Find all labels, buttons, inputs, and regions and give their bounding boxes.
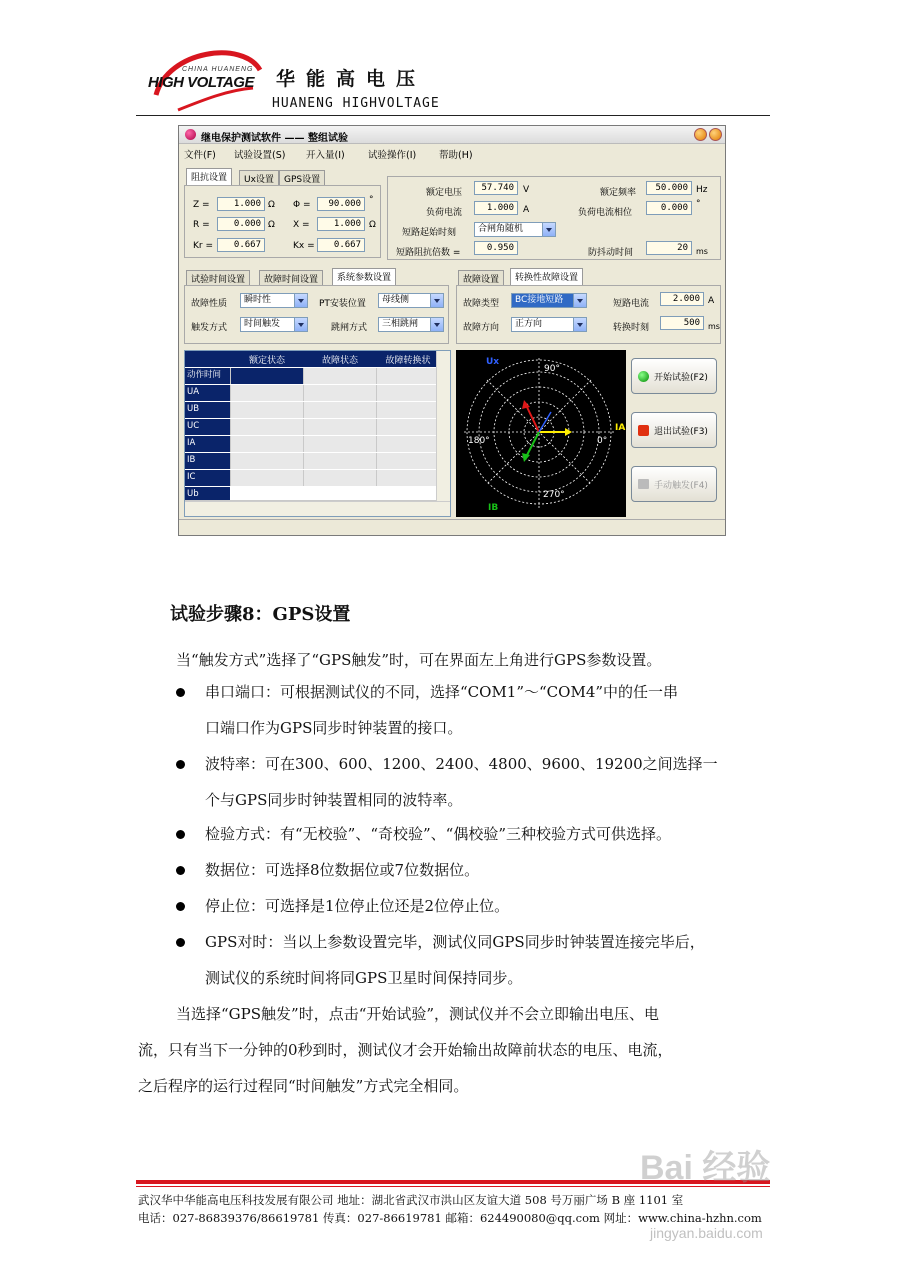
bullet-stopbits: 停止位：可选择是1位停止位还是2位停止位。 (205, 897, 510, 915)
switch-time-unit: ms (708, 322, 720, 331)
logo-small-text: CHINA HUANENG (182, 66, 254, 73)
load-current-label: 负荷电流 (426, 208, 463, 218)
grid-cell[interactable] (376, 385, 438, 401)
load-phase-field[interactable]: 0.000 (646, 201, 692, 215)
tab-fault-settings[interactable]: 故障设置 (458, 270, 504, 285)
vector-diagram (456, 350, 626, 517)
pt-location-label: PT安装位置 (319, 299, 366, 309)
table-row (185, 487, 437, 501)
closing-line1: 当选择“GPS触发”时，点击“开始试验”，测试仪并不会立即输出电压、电 (176, 1005, 660, 1023)
stop-test-button[interactable] (631, 412, 717, 448)
load-current-field[interactable]: 1.000 (474, 201, 518, 215)
action-button-panel (631, 350, 721, 517)
pt-location-value: 母线侧 (382, 295, 410, 305)
fault-type-label: 故障类型 (463, 299, 500, 309)
short-current-unit: A (708, 296, 715, 306)
load-phase-label: 负荷电流相位 (578, 208, 633, 218)
grid-cell[interactable] (303, 436, 376, 452)
grid-cell[interactable] (303, 453, 376, 469)
table-row (185, 470, 437, 486)
fault-panel (456, 285, 721, 344)
section-heading: 试验步骤8：GPS设置 (170, 604, 351, 625)
x-unit: Ω (369, 220, 376, 230)
fault-nature-label: 故障性质 (191, 299, 228, 309)
row-header: IC (185, 470, 230, 486)
bullet-gps-line1: GPS对时：当以上参数设置完毕，测试仪同GPS同步时钟装置连接完毕后， (205, 933, 705, 951)
manual-trigger-label: 手动触发(F4) (654, 481, 708, 491)
rated-freq-unit: Hz (696, 185, 708, 195)
bullet-dot (176, 688, 185, 697)
start-test-label: 开始试验(F2) (654, 373, 708, 383)
debounce-unit: ms (696, 247, 708, 256)
param-panel (184, 285, 449, 344)
tab-impedance[interactable]: 阻抗设置 (186, 168, 232, 185)
table-row (185, 402, 437, 418)
short-current-label: 短路电流 (613, 299, 650, 309)
short-ratio-label: 短路阻抗倍数 = (396, 248, 461, 258)
watermark-url: jingyan.baidu.com (650, 1225, 763, 1241)
load-current-unit: A (523, 205, 530, 215)
bullet-gps-line2: 测试仪的系统时间将同GPS卫星时间保持同步。 (205, 969, 523, 987)
phi-field[interactable]: 90.000 (317, 197, 365, 211)
manual-trigger-button[interactable] (631, 466, 717, 502)
table-row (185, 385, 437, 401)
grid-cell[interactable] (376, 402, 438, 418)
bullet-dot (176, 902, 185, 911)
tab-test-time[interactable]: 试验时间设置 (186, 270, 250, 285)
status-bar (179, 519, 725, 535)
kr-field[interactable]: 0.667 (217, 238, 265, 252)
impedance-panel (184, 185, 381, 258)
switch-time-label: 转换时刻 (613, 323, 650, 333)
tab-fault-time[interactable]: 故障时间设置 (259, 270, 323, 285)
trigger-mode-label: 触发方式 (191, 323, 228, 333)
menu-test-operation[interactable]: 试验操作(I) (368, 150, 417, 161)
trip-mode-select[interactable] (378, 317, 444, 332)
fault-direction-value: 正方向 (515, 319, 543, 329)
menu-test-settings[interactable]: 试验设置(S) (234, 150, 286, 161)
param-tab-group (184, 270, 449, 344)
stop-icon (638, 425, 649, 436)
label-ux: Ux (486, 357, 500, 367)
fault-type-select[interactable] (511, 293, 587, 308)
impedance-tab-group (184, 170, 381, 258)
grid-cell[interactable] (376, 436, 438, 452)
col-header-transform: 故障转换状 (385, 356, 431, 366)
chevron-down-icon (294, 294, 307, 307)
row-header: UA (185, 385, 230, 401)
tab-system-params[interactable]: 系统参数设置 (332, 268, 396, 285)
kx-label: Kx = (293, 241, 315, 251)
table-row (185, 453, 437, 469)
bullet-databits: 数据位：可选择8位数据位或7位数据位。 (205, 861, 480, 879)
grid-cell[interactable] (376, 470, 438, 486)
tab-gps[interactable]: GPS设置 (279, 170, 325, 185)
label-ia: IA (615, 423, 626, 433)
grid-header (185, 351, 437, 367)
brand-english: HUANENG HIGHVOLTAGE (272, 96, 440, 111)
chevron-down-icon (430, 294, 443, 307)
row-header: UB (185, 402, 230, 418)
label-0: 0° (597, 436, 608, 446)
grid-cell[interactable] (230, 436, 303, 452)
table-row (185, 419, 437, 435)
trigger-mode-select[interactable] (240, 317, 308, 332)
debounce-label: 防抖动时间 (588, 248, 634, 258)
start-icon (638, 371, 649, 382)
rated-voltage-unit: V (523, 185, 530, 195)
menu-file[interactable]: 文件(F) (184, 150, 216, 161)
menu-binary-input[interactable]: 开入量(I) (306, 150, 345, 161)
row-header: IA (185, 436, 230, 452)
z-unit: Ω (268, 200, 275, 210)
short-ratio-field[interactable]: 0.950 (474, 241, 518, 255)
phi-unit: ° (369, 195, 374, 205)
tab-ux[interactable]: Ux设置 (239, 170, 279, 185)
chevron-down-icon (542, 223, 555, 236)
label-270: 270° (543, 490, 565, 500)
rated-voltage-field[interactable]: 57.740 (474, 181, 518, 195)
label-90: 90° (544, 364, 560, 374)
footer-address: 武汉华中华能高电压科技发展有限公司 地址：湖北省武汉市洪山区友谊大道 508 号万丽广场 B 座 1101 室 (138, 1193, 684, 1207)
phi-label: Φ = (293, 200, 311, 210)
start-test-button[interactable] (631, 358, 717, 394)
bullet-serial-line1: 串口端口：可根据测试仪的不同，选择“COM1”～“COM4”中的任一串 (205, 683, 679, 701)
grid-cell-selected[interactable] (230, 368, 303, 384)
bullet-dot (176, 938, 185, 947)
menu-help[interactable]: 帮助(H) (439, 150, 473, 161)
grid-cell[interactable] (230, 402, 303, 418)
row-header: Ub (185, 487, 230, 501)
trip-mode-label: 跳闸方式 (331, 323, 368, 333)
chevron-down-icon (573, 294, 586, 307)
grid-cell[interactable] (303, 470, 376, 486)
grid-cell[interactable] (376, 453, 438, 469)
label-180: 180° (468, 436, 490, 446)
row-header: IB (185, 453, 230, 469)
col-header-rated: 额定状态 (248, 356, 285, 366)
grid-cell[interactable] (230, 453, 303, 469)
z-field[interactable]: 1.000 (217, 197, 265, 211)
short-start-select[interactable] (474, 222, 556, 237)
image-icon (638, 479, 649, 489)
tab-transform-fault[interactable]: 转换性故障设置 (510, 268, 583, 285)
fault-direction-label: 故障方向 (463, 323, 500, 333)
fault-nature-value: 瞬时性 (244, 295, 272, 305)
fault-type-value: BC接地短路 (515, 295, 564, 305)
grid-cell[interactable] (303, 419, 376, 435)
bullet-dot (176, 866, 185, 875)
pt-location-select[interactable] (378, 293, 444, 308)
logo-text: HIGH VOLTAGE (148, 74, 254, 91)
stop-test-label: 退出试验(F3) (654, 427, 708, 437)
grid-cell[interactable] (230, 470, 303, 486)
bullet-baud-line2: 个与GPS同步时钟装置相同的波特率。 (205, 791, 463, 809)
row-header: 动作时间 (185, 368, 230, 384)
closing-line2: 流，只有当下一分钟的0秒到时，测试仪才会开始输出故障前状态的电压、电流， (138, 1041, 673, 1059)
switch-time-field[interactable]: 500 (660, 316, 704, 330)
rated-freq-field[interactable]: 50.000 (646, 181, 692, 195)
label-ib: IB (488, 503, 499, 513)
brand-chinese: 华能高电压 (276, 68, 427, 90)
footer-contact: 电话：027-86839376/86619781 传真：027-86619781 邮箱：624490080@qq.com 网址：www.china-hzhn.com (138, 1211, 762, 1225)
chevron-down-icon (294, 318, 307, 331)
table-row (185, 436, 437, 452)
rated-voltage-label: 额定电压 (426, 188, 463, 198)
rated-freq-label: 额定频率 (600, 188, 637, 198)
x-label: X = (293, 220, 310, 230)
trigger-mode-value: 时间触发 (244, 319, 281, 329)
short-start-label: 短路起始时刻 (402, 228, 457, 238)
row-header: UC (185, 419, 230, 435)
rated-panel (387, 176, 721, 260)
grid-cell[interactable] (230, 385, 303, 401)
state-grid[interactable] (184, 350, 451, 517)
fault-nature-select[interactable] (240, 293, 308, 308)
col-header-fault: 故障状态 (321, 356, 358, 366)
grid-cell[interactable] (376, 419, 438, 435)
chevron-down-icon (573, 318, 586, 331)
fault-tab-group (456, 270, 721, 344)
debounce-field[interactable]: 20 (646, 241, 692, 255)
grid-cell[interactable] (303, 385, 376, 401)
bullet-dot (176, 830, 185, 839)
trip-mode-value: 三相跳闸 (382, 319, 419, 329)
grid-cell[interactable] (303, 402, 376, 418)
bullet-dot (176, 760, 185, 769)
menu-bar (179, 145, 725, 161)
closing-line3: 之后程序的运行过程同“时间触发”方式完全相同。 (138, 1077, 469, 1095)
kx-field[interactable]: 0.667 (317, 238, 365, 252)
short-current-field[interactable]: 2.000 (660, 292, 704, 306)
window-title: 继电保护测试软件 —— 整组试验 (201, 133, 348, 144)
watermark-logo: Bai 经验 (640, 1149, 771, 1187)
grid-cell[interactable] (303, 368, 376, 384)
bullet-baud-line1: 波特率：可在300、600、1200、2400、4800、9600、19200之间选择一 (205, 755, 718, 773)
close-icon[interactable] (709, 128, 722, 141)
r-label: R = (193, 220, 210, 230)
vertical-scrollbar[interactable] (436, 351, 450, 501)
grid-cell[interactable] (230, 419, 303, 435)
x-field[interactable]: 1.000 (317, 217, 365, 231)
header-divider (136, 115, 770, 116)
title-bar (179, 126, 725, 144)
chevron-down-icon (430, 318, 443, 331)
intro-paragraph: 当“触发方式”选择了“GPS触发”时，可在界面左上角进行GPS参数设置。 (176, 651, 662, 669)
app-icon (185, 129, 196, 140)
bullet-parity: 检验方式：有“无校验”、“奇校验”、“偶校验”三种校验方式可供选择。 (205, 825, 672, 843)
kr-label: Kr = (193, 241, 214, 251)
z-label: Z = (193, 200, 210, 210)
r-field[interactable]: 0.000 (217, 217, 265, 231)
load-phase-unit: ° (696, 199, 701, 209)
bullet-serial-line2: 口端口作为GPS同步时钟装置的接口。 (205, 719, 463, 737)
horizontal-scrollbar[interactable] (185, 501, 450, 516)
minimize-icon[interactable] (694, 128, 707, 141)
r-unit: Ω (268, 220, 275, 230)
software-window (178, 125, 726, 536)
table-row (185, 368, 437, 384)
grid-cell[interactable] (376, 368, 438, 384)
short-start-value: 合闸角随机 (478, 224, 524, 234)
fault-direction-select[interactable] (511, 317, 587, 332)
